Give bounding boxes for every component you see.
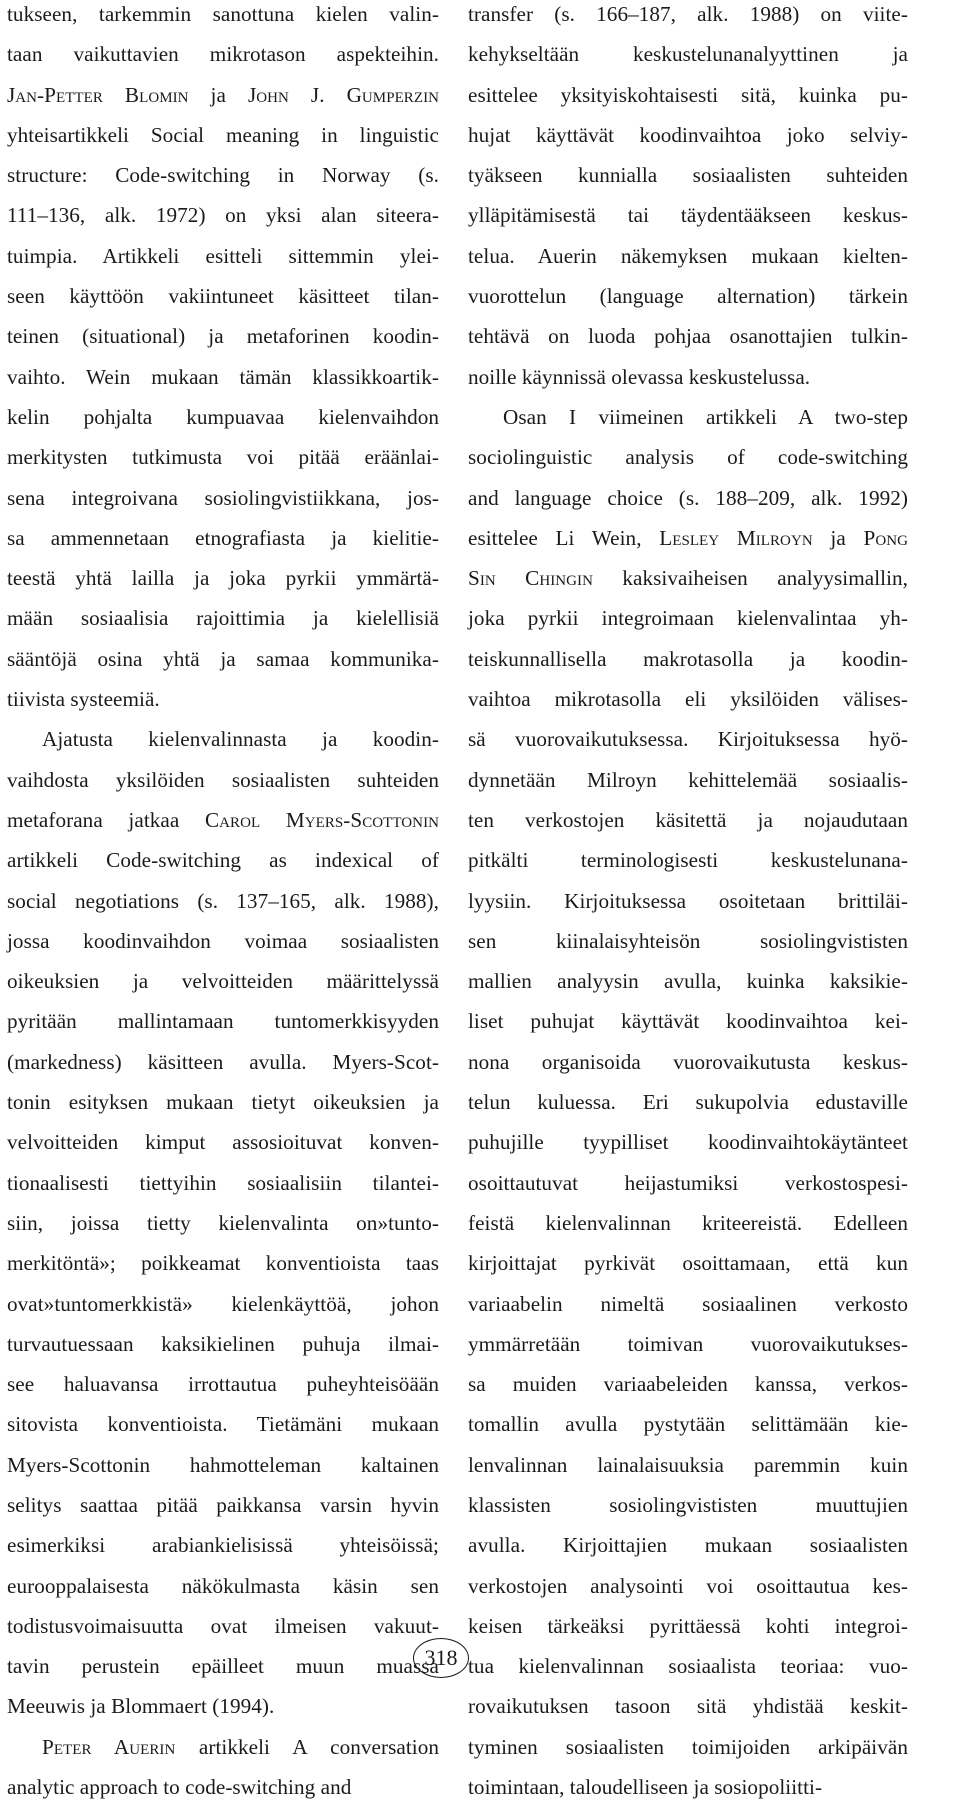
text-segment: vaihtoa mikrotasolla eli yksilöiden välises-	[468, 687, 908, 712]
text-line	[7, 800, 439, 840]
text-segment: eurooppalaisesta näkökulmasta käsin sen	[7, 1573, 439, 1598]
text-line	[7, 195, 439, 235]
text-line	[7, 357, 439, 397]
text-segment: tuimpia. Artikkeli esitteli sittemmin ylei-	[7, 243, 439, 268]
text-segment: rovaikutuksen tasoon sitä yhdistää keskit-	[468, 1694, 908, 1719]
text-line	[7, 1243, 439, 1283]
text-segment: liset puhujat käyttävät koodinvaihtoa kei-	[468, 1009, 908, 1034]
text-line	[7, 276, 439, 316]
text-line	[468, 1767, 908, 1807]
text-segment: sitovista konventioista. Tietämäni mukaan	[7, 1412, 439, 1437]
text-line	[7, 1686, 439, 1726]
text-line	[7, 1042, 439, 1082]
text-line	[468, 1364, 908, 1404]
text-segment: variaabelin nimeltä sosiaalinen verkosto	[468, 1291, 908, 1316]
text-segment: dynnetään Milroyn kehittelemää sosiaalis-	[468, 767, 908, 792]
text-line	[468, 921, 908, 961]
right-column	[468, 0, 908, 1807]
text-line	[7, 437, 439, 477]
text-line	[7, 1203, 439, 1243]
text-segment: Meeuwis ja Blommaert (1994).	[7, 1694, 275, 1719]
text-line	[7, 1364, 439, 1404]
text-line	[7, 518, 439, 558]
text-line	[468, 558, 908, 598]
text-line	[468, 1485, 908, 1525]
text-line	[7, 679, 439, 719]
text-segment: 111–136, alk. 1972) on yksi alan siteera-	[7, 203, 439, 228]
text-segment: Ajatusta kielenvalinnasta ja koodin-	[42, 727, 439, 752]
text-line	[468, 518, 908, 558]
text-line	[468, 1404, 908, 1444]
text-line	[468, 598, 908, 638]
text-segment: yhteisartikkeli Social meaning in linguistic	[7, 122, 439, 147]
text-segment: jossa koodinvaihdon voimaa sosiaalisten	[7, 928, 439, 953]
text-line	[468, 357, 908, 397]
text-line	[7, 558, 439, 598]
text-segment: esimerkiksi arabiankielisissä yhteisöissä;	[7, 1533, 439, 1558]
text-segment: verkostojen analysointi voi osoittautua kes-	[468, 1573, 908, 1598]
text-segment: nona organisoida vuorovaikutusta keskus-	[468, 1049, 908, 1074]
text-line	[468, 1445, 908, 1485]
text-segment: hujat käyttävät koodinvaihtoa joko selviy-	[468, 122, 908, 147]
text-segment: selitys saattaa pitää paikkansa varsin hyvin	[7, 1492, 439, 1517]
text-segment: sen kiinalaisyhteisön sosiolingvististen	[468, 928, 908, 953]
text-line	[468, 1324, 908, 1364]
text-line	[468, 0, 908, 34]
text-line	[7, 1445, 439, 1485]
text-line	[468, 1606, 908, 1646]
text-line	[468, 719, 908, 759]
text-line	[7, 1767, 439, 1807]
text-line	[468, 1284, 908, 1324]
text-line	[468, 276, 908, 316]
text-segment: metaforana jatkaa	[7, 807, 205, 832]
text-segment: osoittautuvat heijastumiksi verkostospesi-	[468, 1170, 908, 1195]
text-segment: tiivista systeemiä.	[7, 687, 160, 712]
text-segment: pyritään mallintamaan tuntomerkkisyyden	[7, 1009, 439, 1034]
text-line	[468, 155, 908, 195]
text-line	[468, 397, 908, 437]
text-line	[468, 1082, 908, 1122]
text-segment: tomallin avulla pystytään selittämään kie-	[468, 1412, 908, 1437]
text-line	[7, 719, 439, 759]
text-line	[7, 598, 439, 638]
text-line	[468, 75, 908, 115]
text-segment: structure: Code-switching in Norway (s.	[7, 163, 439, 188]
text-segment: (markedness) käsitteen avulla. Myers-Scot-	[7, 1049, 439, 1074]
text-line	[468, 760, 908, 800]
text-line	[7, 1284, 439, 1324]
text-segment: tehtävä on luoda pohjaa osanottajien tulkin-	[468, 324, 908, 349]
text-segment: teestä yhtä lailla ja joka pyrkii ymmärtä-	[7, 566, 439, 591]
text-line	[7, 316, 439, 356]
text-segment: tyminen sosiaalisten toimijoiden arkipäivän	[468, 1734, 908, 1759]
text-line	[468, 800, 908, 840]
text-segment: mallien analyysin avulla, kuinka kaksikie-	[468, 969, 908, 994]
text-line	[468, 1122, 908, 1162]
author-name: Lesley Milroyn	[659, 525, 813, 550]
text-segment: merkitöntä»; poikkeamat konventioista taas	[7, 1251, 439, 1276]
text-segment: teinen (situational) ja metaforinen koodin-	[7, 324, 439, 349]
text-segment: and language choice (s. 188–209, alk. 1992)	[468, 485, 908, 510]
text-line	[468, 1727, 908, 1767]
text-segment: telua. Auerin näkemyksen mukaan kielten-	[468, 243, 908, 268]
text-segment: telun kuluessa. Eri sukupolvia edustaville	[468, 1090, 908, 1115]
text-segment: sa ammennetaan etnografiasta ja kielitie-	[7, 525, 439, 550]
author-name: Pong	[863, 525, 908, 550]
text-segment: toimintaan, taloudelliseen ja sosiopoliitti-	[468, 1775, 823, 1800]
text-line	[7, 1485, 439, 1525]
text-line	[7, 75, 439, 115]
text-segment: artikkeli A conversation	[175, 1734, 439, 1759]
text-line	[468, 1042, 908, 1082]
text-segment: seen käyttöön vakiintuneet käsitteet tilan-	[7, 284, 439, 309]
text-segment: feistä kielenvalinnan kriteereistä. Edelleen	[468, 1210, 908, 1235]
text-segment: kaksivaiheisen analyysimallin,	[592, 566, 908, 591]
text-segment: lyysiin. Kirjoituksessa osoitetaan brittiläi-	[468, 888, 908, 913]
text-segment: avulla. Kirjoittajien mukaan sosiaalisten	[468, 1533, 908, 1558]
text-segment: siin, joissa tietty kielenvalinta on»tunto-	[7, 1210, 439, 1235]
text-segment: tukseen, tarkemmin sanottuna kielen valin-	[7, 2, 439, 26]
text-line	[7, 760, 439, 800]
text-line	[468, 115, 908, 155]
text-segment: sääntöjä osina yhtä ja samaa kommunika-	[7, 646, 439, 671]
text-segment: vaihdosta yksilöiden sosiaalisten suhteiden	[7, 767, 439, 792]
text-segment: analytic approach to code-switching and	[7, 1775, 352, 1800]
text-line	[468, 34, 908, 74]
text-line	[468, 1163, 908, 1203]
left-column	[7, 0, 439, 1807]
text-segment: esittelee Li Wein,	[468, 525, 660, 550]
text-line	[7, 1646, 439, 1686]
text-line	[7, 1566, 439, 1606]
text-line	[7, 840, 439, 880]
text-line	[468, 236, 908, 276]
text-line	[7, 397, 439, 437]
text-segment: ja	[812, 525, 864, 550]
text-line	[7, 115, 439, 155]
text-segment: see haluavansa irrottautua puheyhteisöään	[7, 1372, 439, 1397]
text-segment: sena integroivana sosiolingvistiikkana, jos-	[7, 485, 439, 510]
text-segment: velvoitteiden kimput assosioituvat konven-	[7, 1130, 439, 1155]
text-segment: sociolinguistic analysis of code-switching	[468, 445, 908, 470]
text-line	[7, 1525, 439, 1565]
text-line	[7, 921, 439, 961]
text-segment: noille käynnissä olevassa keskustelussa.	[468, 364, 811, 389]
text-segment: sa muiden variaabeleiden kanssa, verkos-	[468, 1372, 908, 1397]
text-line	[7, 1122, 439, 1162]
author-name: Peter Auerin	[42, 1734, 176, 1759]
text-segment: tonin esityksen mukaan tietyt oikeuksien ja	[7, 1090, 439, 1115]
text-line	[7, 1082, 439, 1122]
text-line	[7, 236, 439, 276]
text-segment: Osan I viimeinen artikkeli A two-step	[503, 404, 908, 429]
text-segment: tavin perustein epäilleet muun muassa	[7, 1654, 439, 1679]
text-line	[468, 961, 908, 1001]
text-segment: keisen tärkeäksi pyrittäessä kohti integroi-	[468, 1613, 908, 1638]
text-segment: merkitysten tutkimusta voi pitää eräänlai-	[7, 445, 439, 470]
author-name: Jan-Petter Blomin	[7, 82, 189, 107]
text-segment: vuorottelun (language alternation) tärkein	[468, 284, 908, 309]
text-line	[7, 881, 439, 921]
text-line	[468, 316, 908, 356]
text-line	[468, 1203, 908, 1243]
text-segment: pitkälti terminologisesti keskustelunana-	[468, 848, 908, 873]
author-name: Sin Chingin	[468, 566, 593, 591]
text-line	[7, 0, 439, 34]
text-segment: todistusvoimaisuutta ovat ilmeisen vakuut-	[7, 1613, 439, 1638]
text-line	[7, 1404, 439, 1444]
page-number: 318	[413, 1638, 469, 1678]
text-line	[468, 478, 908, 518]
text-line	[7, 1163, 439, 1203]
text-segment: sä vuorovaikutuksessa. Kirjoituksessa hyö-	[468, 727, 908, 752]
text-line	[468, 437, 908, 477]
text-segment: lenvalinnan lainalaisuuksia paremmin kuin	[468, 1452, 908, 1477]
text-segment: kelin pohjalta kumpuavaa kielenvaihdon	[7, 404, 439, 429]
text-segment: esittelee yksityiskohtaisesti sitä, kuinka pu-	[468, 82, 908, 107]
text-line	[7, 639, 439, 679]
text-segment: kehykseltään keskustelunanalyyttinen ja	[468, 42, 908, 67]
text-segment: taan vaikuttavien mikrotason aspekteihin.	[7, 42, 439, 67]
text-line	[7, 478, 439, 518]
text-segment: puhujille tyypilliset koodinvaihtokäytänteet	[468, 1130, 908, 1155]
text-segment: mään sosiaalisia rajoittimia ja kielellisiä	[7, 606, 439, 631]
text-line	[468, 639, 908, 679]
text-segment: tua kielenvalinnan sosiaalista teoriaa: vuo-	[468, 1654, 908, 1679]
text-segment: ja	[188, 82, 248, 107]
text-line	[7, 1324, 439, 1364]
text-segment: tyäkseen kunnialla sosiaalisten suhteiden	[468, 163, 908, 188]
text-line	[468, 1001, 908, 1041]
text-segment: transfer (s. 166–187, alk. 1988) on viite-	[468, 2, 908, 26]
text-line	[7, 1727, 439, 1767]
text-segment: teiskunnallisella makrotasolla ja koodin-	[468, 646, 908, 671]
author-name: John J. Gumperzin	[247, 82, 439, 107]
text-segment: turvautuessaan kaksikielinen puhuja ilmai-	[7, 1331, 439, 1356]
text-line	[468, 881, 908, 921]
text-segment: tionaalisesti tiettyihin sosiaalisiin tilantei-	[7, 1170, 439, 1195]
text-line	[468, 195, 908, 235]
text-line	[468, 1243, 908, 1283]
text-line	[7, 155, 439, 195]
text-segment: ovat»tuntomerkkistä» kielenkäyttöä, johon	[7, 1291, 439, 1316]
text-line	[7, 1001, 439, 1041]
text-segment: joka pyrkii integroimaan kielenvalintaa yh-	[468, 606, 908, 631]
text-segment: vaihto. Wein mukaan tämän klassikkoartik-	[7, 364, 439, 389]
text-line	[468, 1686, 908, 1726]
text-line	[468, 840, 908, 880]
text-line	[468, 1525, 908, 1565]
text-line	[468, 1566, 908, 1606]
text-segment: artikkeli Code-switching as indexical of	[7, 848, 439, 873]
author-name: Carol Myers-Scottonin	[204, 807, 439, 832]
text-segment: ylläpitämisestä tai täydentääkseen keskus-	[468, 203, 908, 228]
text-line	[468, 1646, 908, 1686]
text-line	[7, 961, 439, 1001]
text-segment: oikeuksien ja velvoitteiden määrittelyssä	[7, 969, 439, 994]
text-segment: kirjoittajat pyrkivät osoittamaan, että kun	[468, 1251, 908, 1276]
text-segment: ten verkostojen käsitettä ja nojaudutaan	[468, 807, 908, 832]
text-segment: klassisten sosiolingvististen muuttujien	[468, 1492, 908, 1517]
text-segment: ymmärretään toimivan vuorovaikutukses-	[468, 1331, 908, 1356]
text-segment: Myers-Scottonin hahmotteleman kaltainen	[7, 1452, 439, 1477]
text-line	[468, 679, 908, 719]
text-line	[7, 1606, 439, 1646]
text-segment: social negotiations (s. 137–165, alk. 1988),	[7, 888, 439, 913]
text-line	[7, 34, 439, 74]
